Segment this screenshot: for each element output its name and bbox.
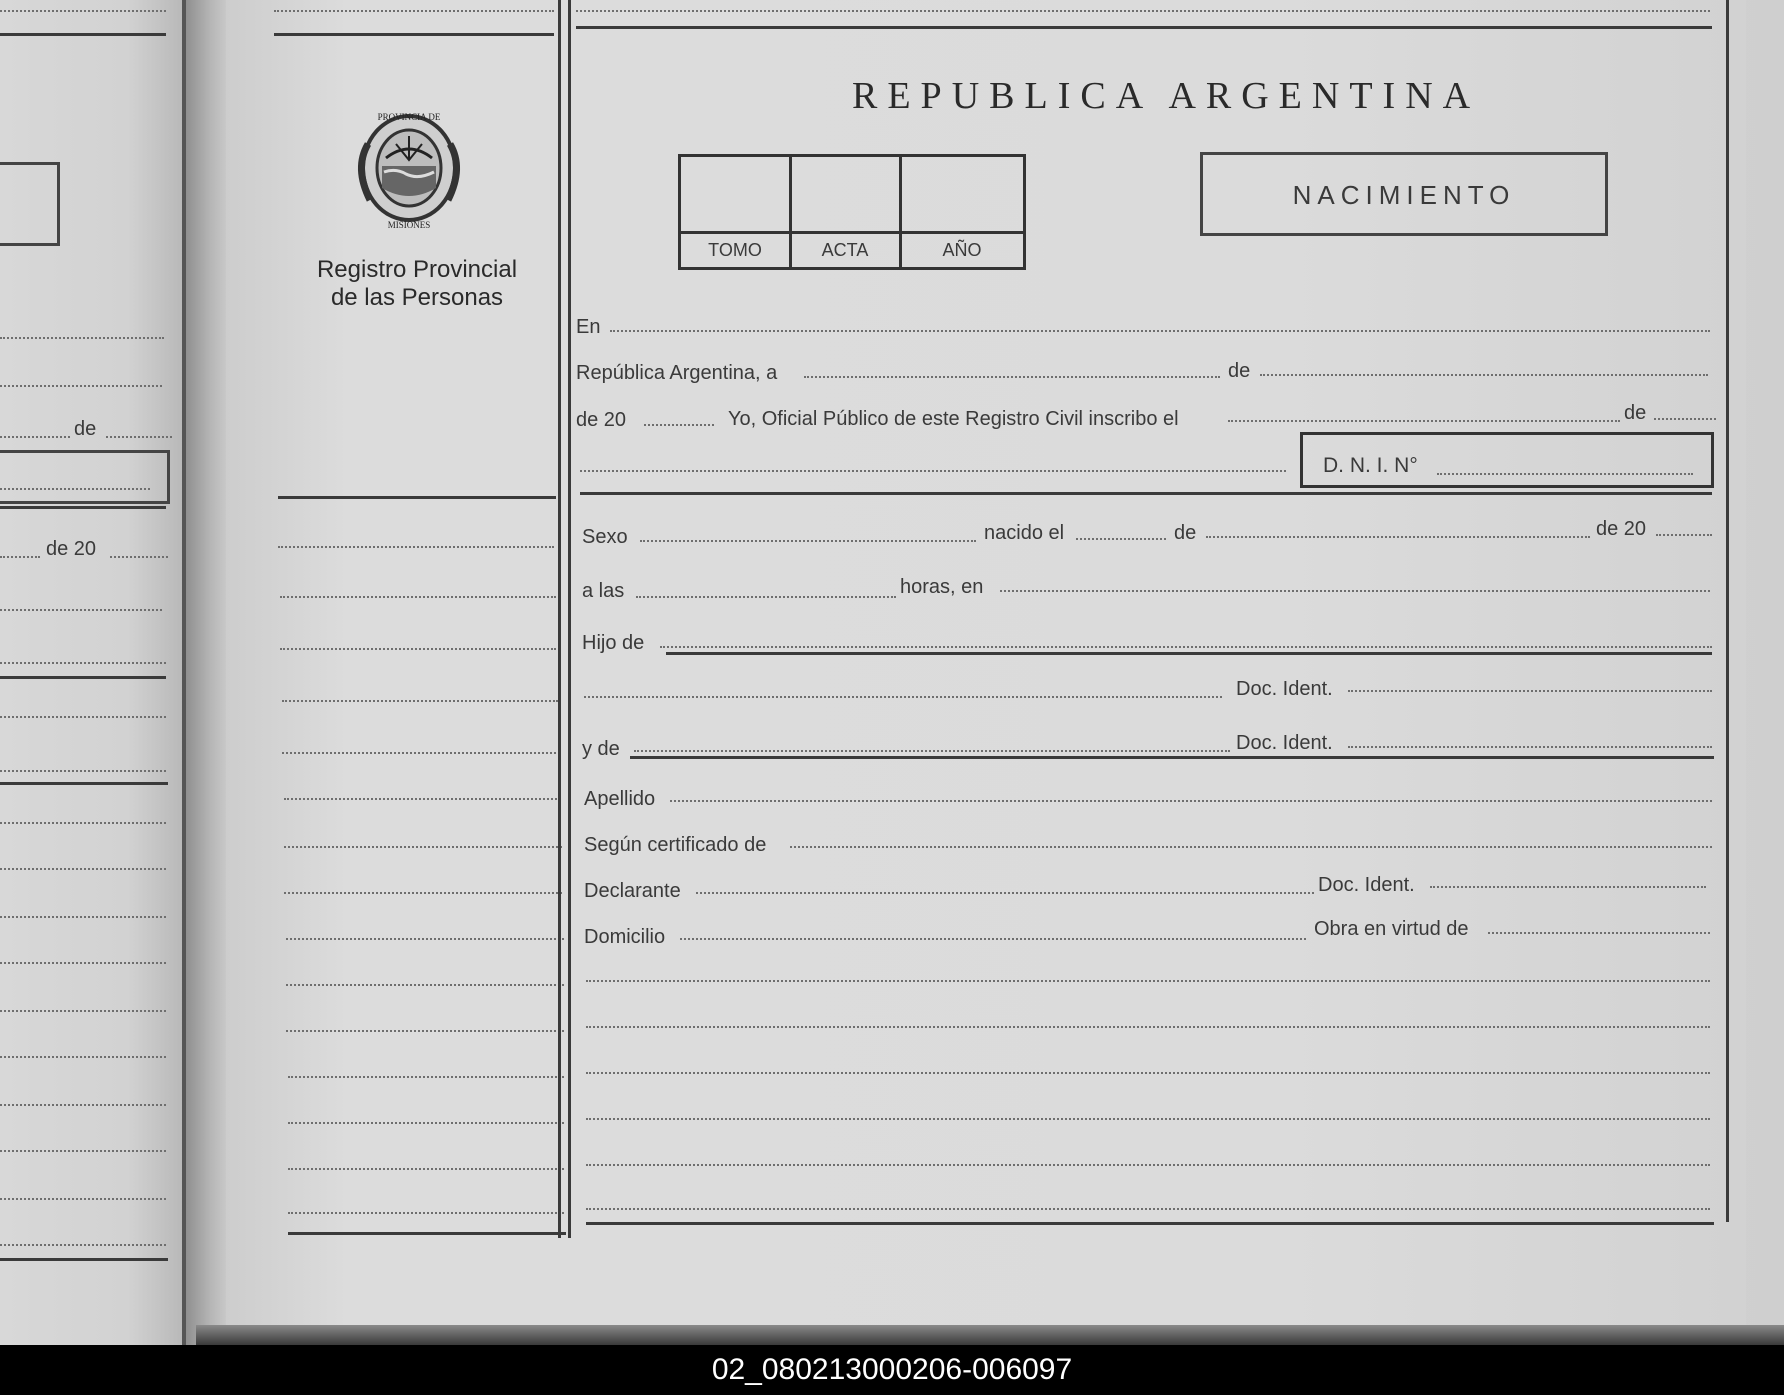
dni-label: D. N. I. N°	[1323, 454, 1418, 477]
form-rule	[576, 26, 1712, 29]
field-sexo-line[interactable]	[640, 540, 976, 542]
ano-label: AÑO	[942, 240, 982, 260]
form-rule	[666, 652, 1712, 655]
svg-text:MISIONES: MISIONES	[387, 220, 431, 230]
field-en-label: En	[576, 316, 601, 338]
field-alas-label: a las	[582, 580, 625, 602]
left-rule	[0, 506, 166, 509]
left-rule	[0, 33, 166, 36]
stub-line	[288, 1168, 564, 1170]
stub-line	[284, 892, 562, 894]
field-segun-label: Según certificado de	[584, 834, 767, 856]
field-declarante-line[interactable]	[696, 892, 1314, 894]
form-rule	[580, 492, 1712, 495]
field-en-line[interactable]	[610, 330, 1710, 332]
field-sexo-label: Sexo	[582, 526, 628, 548]
column-separator	[558, 0, 561, 1238]
field-year-label: de 20	[576, 409, 627, 431]
field-padre-line[interactable]	[584, 696, 1222, 698]
field-name-line[interactable]	[580, 470, 1286, 472]
stub-line	[286, 938, 564, 940]
field-yde-label: y de	[582, 738, 620, 760]
stub-line	[284, 846, 562, 848]
stub-line	[282, 700, 558, 702]
field-year-line[interactable]	[644, 424, 714, 426]
stub-rule	[288, 1232, 566, 1235]
field-lugar-line[interactable]	[1000, 590, 1710, 592]
left-line	[0, 868, 166, 870]
stub-line	[288, 1076, 564, 1078]
act-type-label: NACIMIENTO	[1292, 180, 1516, 210]
field-year2-line[interactable]	[1656, 534, 1712, 536]
field-republica-label: República Argentina, a	[576, 362, 778, 384]
field-mes-line[interactable]	[1206, 536, 1590, 538]
left-line	[0, 385, 162, 387]
left-line	[0, 822, 166, 824]
stub-line	[282, 752, 560, 754]
left-line	[0, 716, 166, 718]
left-line	[0, 916, 166, 918]
field-hijo-line[interactable]	[660, 646, 1712, 648]
stub-line	[286, 984, 564, 986]
note-line[interactable]	[586, 1026, 1710, 1028]
field-hijo-label: Hijo de	[582, 632, 645, 654]
left-rule	[0, 676, 166, 679]
dni-box	[1300, 432, 1714, 488]
field-doc-line-3[interactable]	[1430, 886, 1706, 888]
field-apellido-line[interactable]	[670, 800, 1712, 802]
left-line	[0, 1150, 166, 1152]
act-type-box	[1200, 152, 1608, 236]
left-line	[0, 1198, 166, 1200]
form-rule	[630, 756, 1714, 759]
field-obra-line[interactable]	[1488, 932, 1710, 934]
field-horas-label: horas, en	[900, 576, 984, 598]
field-doc-label-3: Doc. Ident.	[1318, 874, 1415, 896]
stub-line	[280, 648, 556, 650]
field-hora-line[interactable]	[636, 596, 896, 598]
seal-icon	[346, 104, 472, 234]
stub-line	[286, 1030, 564, 1032]
left-line	[0, 488, 150, 490]
field-de-label-3: de	[1174, 522, 1197, 544]
record-box	[678, 154, 1026, 270]
registry-line2: de las Personas	[330, 284, 504, 311]
field-doc-line[interactable]	[1348, 690, 1712, 692]
field-segun-line[interactable]	[790, 846, 1712, 848]
field-doc-line-2[interactable]	[1348, 746, 1712, 748]
note-line[interactable]	[586, 1164, 1710, 1166]
field-obra-label: Obra en virtud de	[1314, 918, 1469, 940]
stub-rule	[274, 33, 554, 36]
acta-label: ACTA	[821, 240, 869, 260]
field-doc-label-2: Doc. Ident.	[1236, 732, 1333, 754]
left-box	[0, 162, 60, 246]
stub-line	[288, 1122, 564, 1124]
note-line[interactable]	[586, 980, 1710, 982]
left-line	[0, 1010, 166, 1012]
registry-line1: Registro Provincial	[316, 256, 518, 283]
field-madre-line[interactable]	[634, 750, 1230, 752]
field-de20-label: de 20	[1596, 518, 1647, 540]
field-nacido-line[interactable]	[1076, 538, 1166, 540]
left-line	[0, 1104, 166, 1106]
field-declarante-label: Declarante	[584, 880, 681, 902]
field-nacido-label: nacido el	[984, 522, 1065, 544]
field-inscribo-line[interactable]	[1228, 420, 1620, 422]
column-separator	[568, 0, 571, 1238]
field-domicilio-label: Domicilio	[584, 926, 666, 948]
svg-text:PROVINCIA DE: PROVINCIA DE	[377, 112, 441, 122]
country-title: REPUBLICA ARGENTINA	[852, 75, 1481, 117]
left-line	[106, 436, 172, 438]
field-de-label: de	[1228, 360, 1251, 382]
note-line[interactable]	[586, 1118, 1710, 1120]
left-rule	[0, 1258, 168, 1261]
left-line	[0, 1056, 166, 1058]
page-right-border	[1726, 0, 1729, 1222]
left-line	[0, 10, 166, 12]
left-rule	[0, 782, 168, 785]
field-domicilio-line[interactable]	[680, 938, 1306, 940]
left-line	[0, 662, 166, 664]
stub-line	[288, 1212, 564, 1214]
left-line	[0, 436, 70, 438]
left-box-2	[0, 450, 170, 504]
left-line	[0, 962, 166, 964]
stub-line	[280, 596, 556, 598]
left-line	[0, 609, 162, 611]
form-rule	[586, 1222, 1714, 1225]
note-line[interactable]	[586, 1072, 1710, 1074]
stub-line	[278, 546, 554, 548]
stub-line	[284, 798, 560, 800]
left-line	[0, 1244, 166, 1246]
left-de-label: de	[74, 418, 97, 440]
field-month-line[interactable]	[1260, 374, 1708, 376]
field-doc-label: Doc. Ident.	[1236, 678, 1333, 700]
note-line[interactable]	[586, 1208, 1710, 1210]
dni-line[interactable]	[1437, 473, 1693, 475]
book-gutter	[186, 0, 226, 1345]
image-caption: 02_080213000206-006097	[0, 1345, 1784, 1395]
page-edge-shadow	[196, 1325, 1784, 1345]
field-apellido-label: Apellido	[584, 788, 656, 810]
left-line	[0, 337, 164, 339]
field-de-line[interactable]	[1654, 418, 1716, 420]
stub-rule	[278, 496, 556, 499]
left-line	[110, 556, 168, 558]
form-line	[576, 10, 1710, 12]
left-line	[0, 556, 40, 558]
left-de20-label: de 20	[46, 538, 97, 560]
field-de-label-2: de	[1624, 402, 1647, 424]
left-line	[0, 770, 166, 772]
tomo-label: TOMO	[708, 240, 762, 260]
stub-line	[274, 10, 554, 12]
field-yo-label: Yo, Oficial Público de este Registro Civil inscribo el	[728, 408, 1179, 430]
field-day-line[interactable]	[804, 376, 1220, 378]
